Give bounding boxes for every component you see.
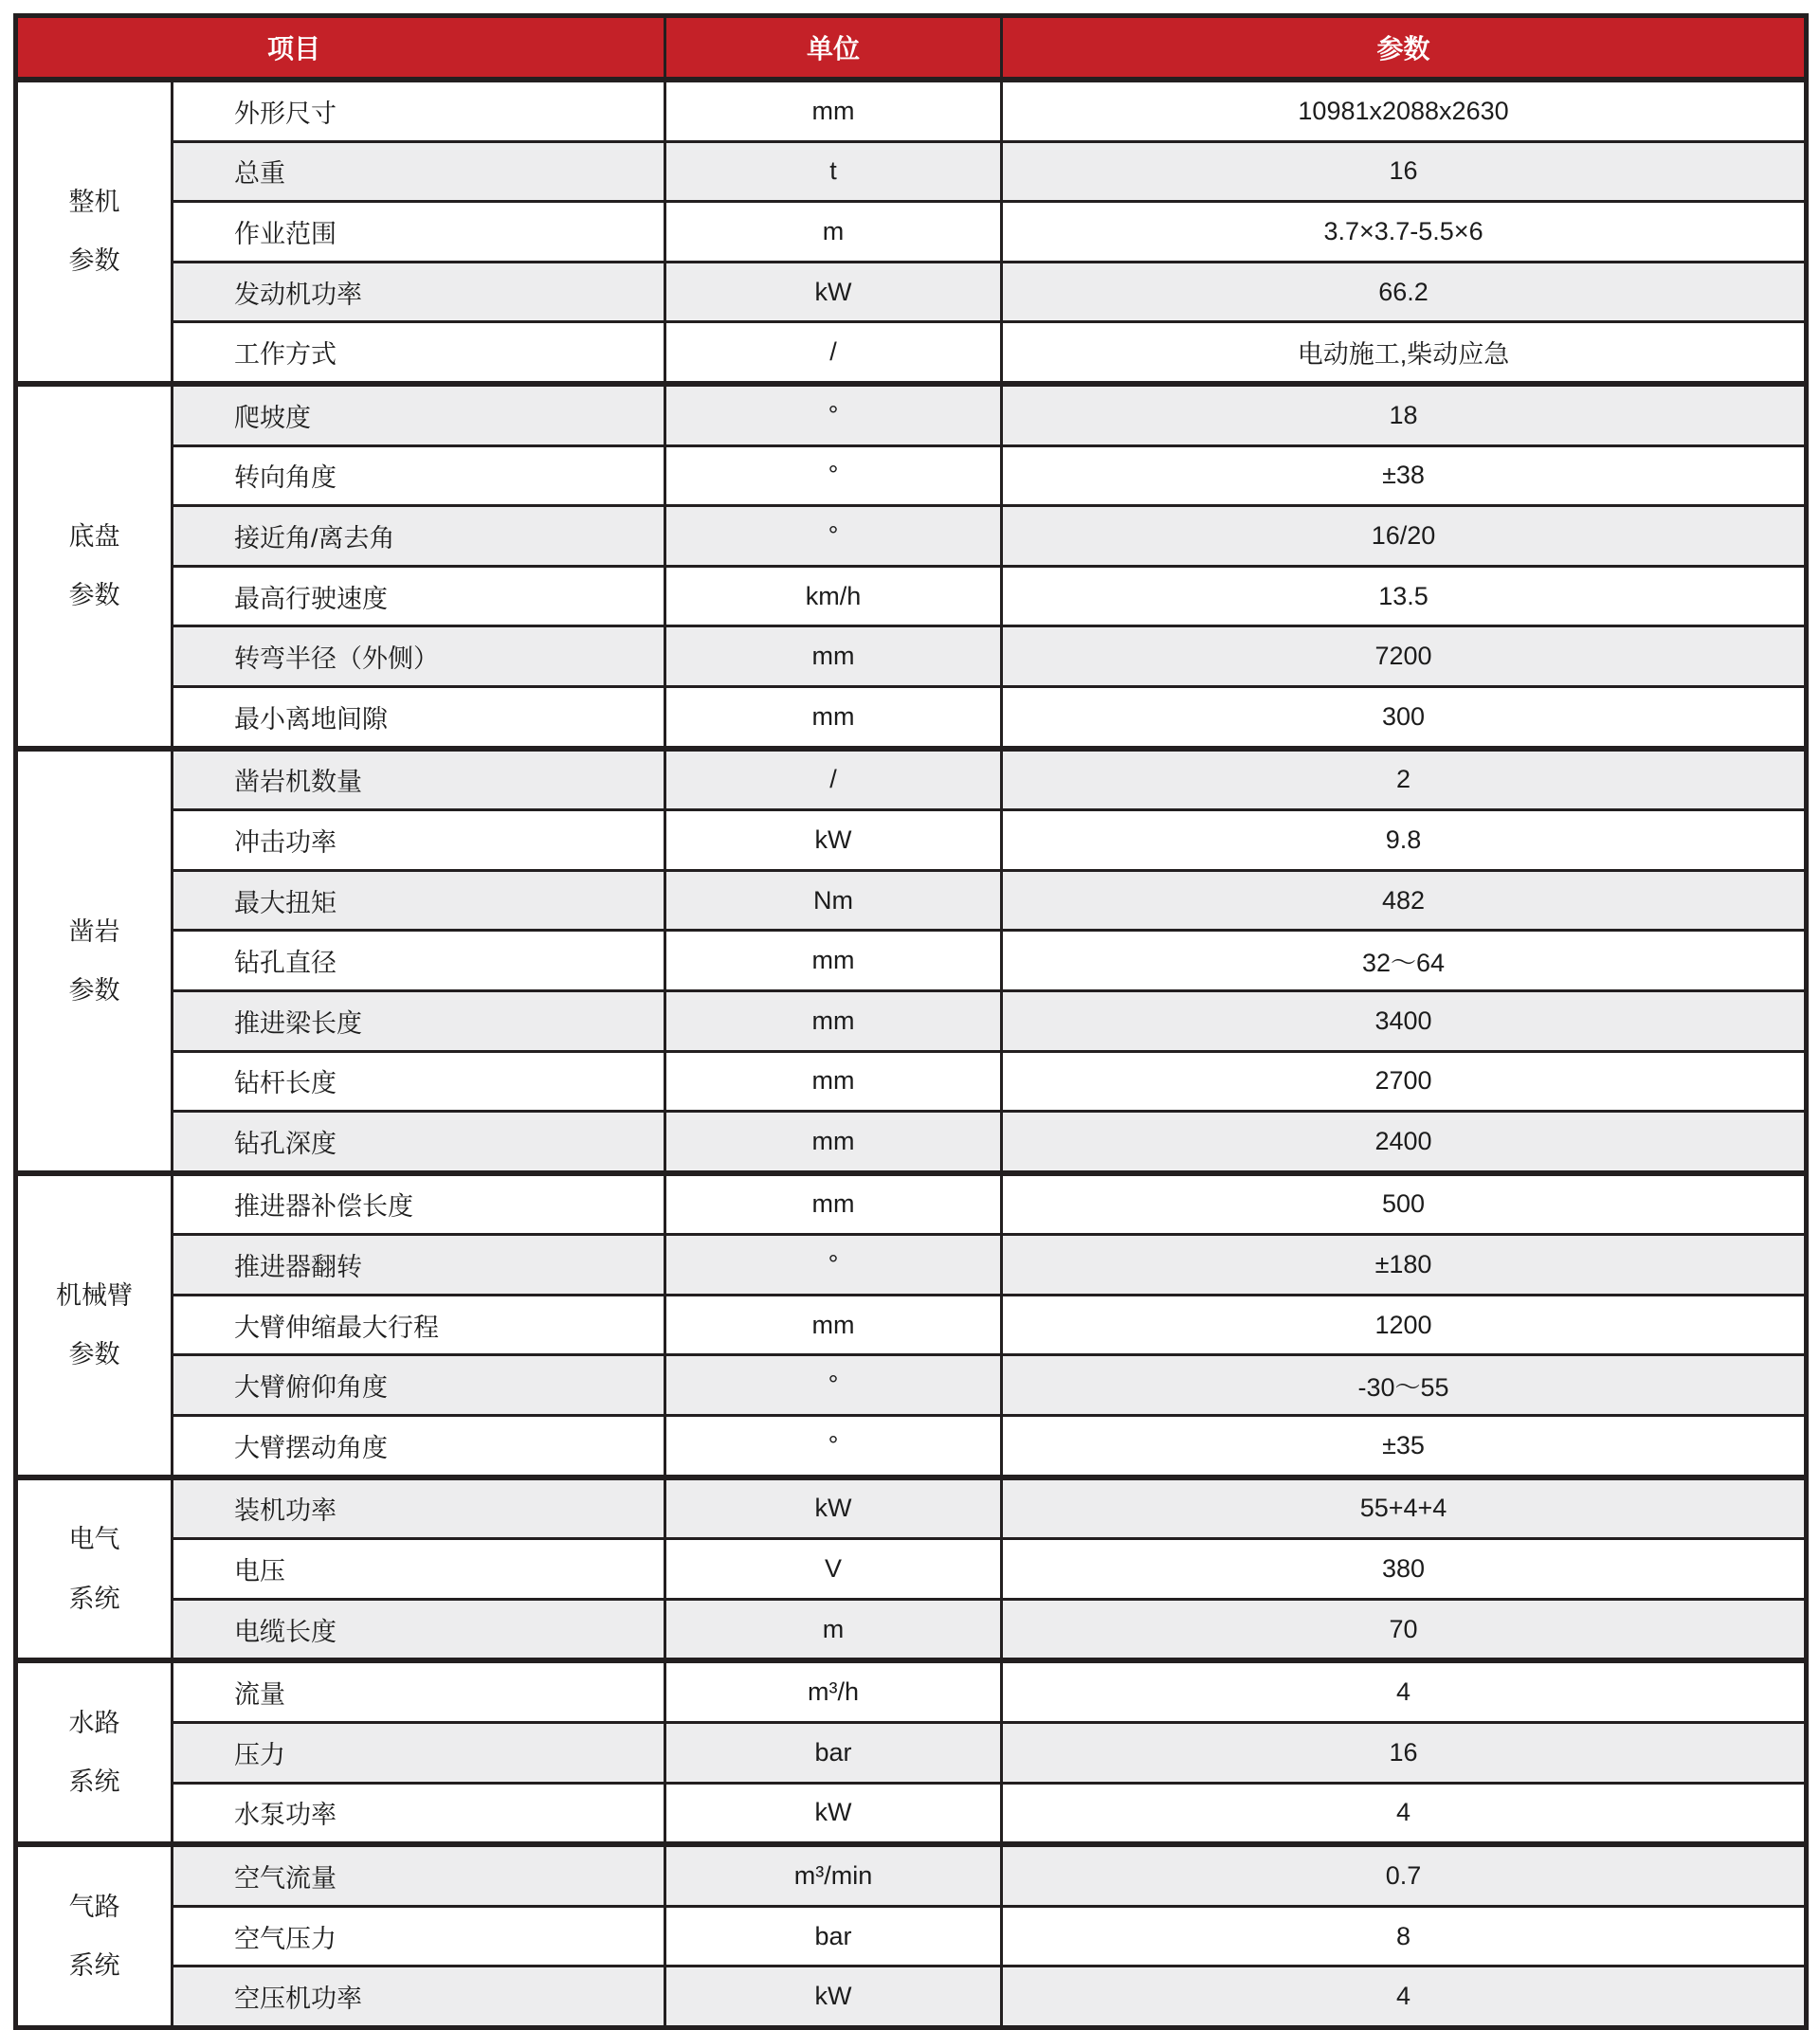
item-cell: 接近角/离去角 [173,506,665,567]
spec-row [16,322,1807,384]
unit-cell: ° [665,506,1002,567]
item-cell: 推进器翻转 [173,1235,665,1296]
value-cell: 55+4+4 [1002,1477,1807,1539]
value-cell: 3400 [1002,990,1807,1051]
item-cell: 推进梁长度 [173,990,665,1051]
category-line: 参数 [68,975,120,1005]
spec-row [16,202,1807,263]
unit-cell: kW [665,262,1002,322]
value-cell: 2400 [1002,1112,1807,1173]
value-cell: 16 [1002,1723,1807,1784]
value-cell: 9.8 [1002,810,1807,871]
unit-cell: mm [665,626,1002,687]
table-body [16,80,1807,2028]
spec-row [16,1477,1807,1539]
spec-row [16,1967,1807,2028]
value-cell: 32～64 [1002,931,1807,991]
spec-row [16,566,1807,626]
unit-cell: bar [665,1723,1002,1784]
spec-row [16,626,1807,687]
item-cell: 钻孔直径 [173,931,665,991]
value-cell: 300 [1002,686,1807,748]
spec-row [16,1660,1807,1722]
spec-row [16,749,1807,810]
value-cell: 16 [1002,141,1807,202]
unit-cell: ° [665,445,1002,506]
item-cell: 最高行驶速度 [173,566,665,626]
item-cell: 大臂摆动角度 [173,1416,665,1477]
item-cell: 电压 [173,1539,665,1600]
unit-cell: bar [665,1906,1002,1967]
unit-cell: kW [665,1967,1002,2028]
unit-cell: m [665,1599,1002,1660]
unit-cell: m [665,202,1002,263]
spec-row [16,506,1807,567]
spec-row [16,931,1807,991]
spec-row [16,1599,1807,1660]
value-cell: 电动施工,柴动应急 [1002,322,1807,384]
unit-cell: ° [665,1416,1002,1477]
category-line: 底盘 [68,522,120,552]
item-cell: 水泵功率 [173,1783,665,1844]
item-cell: 工作方式 [173,322,665,384]
category-cell [16,80,173,384]
item-cell: 大臂俯仰角度 [173,1355,665,1416]
value-cell: 4 [1002,1783,1807,1844]
category-line: 整机 [68,188,120,217]
category-cell [16,1660,173,1844]
spec-row [16,445,1807,506]
value-cell: 3.7×3.7-5.5×6 [1002,202,1807,263]
value-cell: 66.2 [1002,262,1807,322]
value-cell: 1200 [1002,1295,1807,1355]
category-cell [16,384,173,749]
spec-row [16,262,1807,322]
value-cell: 2 [1002,749,1807,810]
item-cell: 冲击功率 [173,810,665,871]
category-line: 凿岩 [68,916,120,946]
item-cell: 推进器补偿长度 [173,1173,665,1235]
category-line: 机械臂 [56,1281,133,1311]
value-cell: 70 [1002,1599,1807,1660]
spec-row [16,810,1807,871]
item-cell: 爬坡度 [173,384,665,445]
spec-row [16,1783,1807,1844]
unit-cell: mm [665,1295,1002,1355]
header-cell-item: 项目 [16,16,665,81]
item-cell: 发动机功率 [173,262,665,322]
value-cell: 2700 [1002,1051,1807,1112]
category-line: 系统 [68,1584,120,1613]
table-header-row [16,16,1807,81]
value-cell: 482 [1002,870,1807,931]
value-cell: ±38 [1002,445,1807,506]
item-cell: 空气流量 [173,1844,665,1906]
unit-cell: mm [665,1173,1002,1235]
unit-cell: ° [665,384,1002,445]
item-cell: 空压机功率 [173,1967,665,2028]
spec-row [16,990,1807,1051]
category-cell [16,749,173,1173]
spec-row [16,141,1807,202]
spec-row [16,870,1807,931]
value-cell: 4 [1002,1660,1807,1722]
unit-cell: mm [665,1051,1002,1112]
unit-cell: mm [665,990,1002,1051]
unit-cell: mm [665,931,1002,991]
spec-row [16,1112,1807,1173]
item-cell: 最小离地间隙 [173,686,665,748]
category-line: 电气 [68,1525,120,1554]
value-cell: 500 [1002,1173,1807,1235]
unit-cell: Nm [665,870,1002,931]
item-cell: 最大扭矩 [173,870,665,931]
item-cell: 总重 [173,141,665,202]
spec-row [16,1844,1807,1906]
unit-cell: m³/min [665,1844,1002,1906]
category-cell [16,1173,173,1477]
value-cell: 10981x2088x2630 [1002,80,1807,141]
item-cell: 装机功率 [173,1477,665,1539]
item-cell: 凿岩机数量 [173,749,665,810]
category-cell [16,1844,173,2027]
header-cell-unit: 单位 [665,16,1002,81]
unit-cell: / [665,749,1002,810]
spec-row [16,80,1807,141]
value-cell: 8 [1002,1906,1807,1967]
category-line: 系统 [68,1951,120,1981]
unit-cell: km/h [665,566,1002,626]
category-line: 参数 [68,1340,120,1369]
spec-row [16,1295,1807,1355]
item-cell: 流量 [173,1660,665,1722]
item-cell: 转向角度 [173,445,665,506]
unit-cell: ° [665,1235,1002,1296]
item-cell: 作业范围 [173,202,665,263]
unit-cell: mm [665,80,1002,141]
item-cell: 空气压力 [173,1906,665,1967]
value-cell: ±180 [1002,1235,1807,1296]
category-line: 参数 [68,581,120,610]
category-line: 系统 [68,1767,120,1797]
item-cell: 转弯半径（外侧） [173,626,665,687]
category-line: 参数 [68,246,120,276]
value-cell: 4 [1002,1967,1807,2028]
unit-cell: ° [665,1355,1002,1416]
spec-row [16,1539,1807,1600]
unit-cell: kW [665,1783,1002,1844]
unit-cell: mm [665,1112,1002,1173]
unit-cell: kW [665,1477,1002,1539]
unit-cell: / [665,322,1002,384]
spec-row [16,686,1807,748]
header-cell-value: 参数 [1002,16,1807,81]
spec-row [16,1416,1807,1477]
value-cell: -30～55 [1002,1355,1807,1416]
spec-sheet [13,13,1809,2030]
spec-row [16,384,1807,445]
unit-cell: m³/h [665,1660,1002,1722]
spec-row [16,1173,1807,1235]
table-header [16,16,1807,81]
value-cell: 0.7 [1002,1844,1807,1906]
spec-row [16,1235,1807,1296]
item-cell: 压力 [173,1723,665,1784]
spec-table [13,13,1809,2030]
value-cell: 7200 [1002,626,1807,687]
item-cell: 钻孔深度 [173,1112,665,1173]
item-cell: 大臂伸缩最大行程 [173,1295,665,1355]
unit-cell: V [665,1539,1002,1600]
value-cell: 16/20 [1002,506,1807,567]
value-cell: 18 [1002,384,1807,445]
unit-cell: t [665,141,1002,202]
spec-row [16,1723,1807,1784]
category-line: 水路 [68,1709,120,1738]
value-cell: 380 [1002,1539,1807,1600]
spec-row [16,1051,1807,1112]
unit-cell: mm [665,686,1002,748]
spec-row [16,1906,1807,1967]
item-cell: 电缆长度 [173,1599,665,1660]
unit-cell: kW [665,810,1002,871]
item-cell: 钻杆长度 [173,1051,665,1112]
value-cell: 13.5 [1002,566,1807,626]
category-cell [16,1477,173,1661]
category-line: 气路 [68,1893,120,1922]
value-cell: ±35 [1002,1416,1807,1477]
spec-row [16,1355,1807,1416]
item-cell: 外形尺寸 [173,80,665,141]
